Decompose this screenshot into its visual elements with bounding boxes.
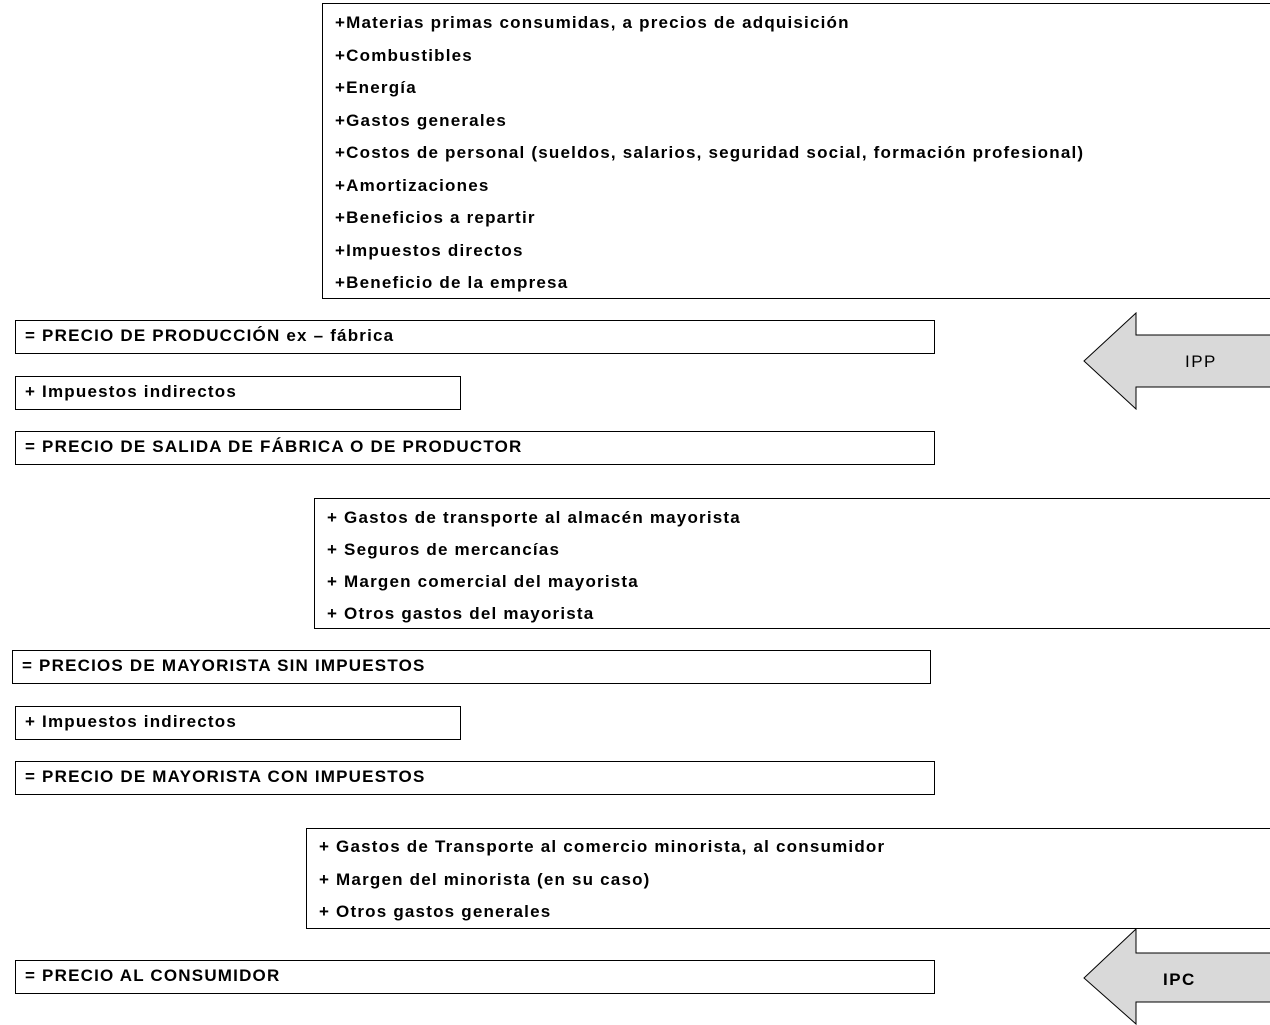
cost-item-company-profit: +Beneficio de la empresa — [335, 273, 569, 292]
cost-components-box — [322, 3, 1270, 299]
cost-item-raw-materials: +Materias primas consumidas, a precios de adquisición — [335, 13, 850, 32]
ipc-arrow-label: IPC — [1163, 970, 1196, 989]
precio-mayorista-sin-label: = PRECIOS DE MAYORISTA SIN IMPUESTOS — [22, 656, 426, 675]
wholesale-components-box — [314, 498, 1270, 629]
precio-mayorista-con-label: = PRECIO DE MAYORISTA CON IMPUESTOS — [25, 767, 426, 786]
cost-item-personnel: +Costos de personal (sueldos, salarios, seguridad social, formación profesional) — [335, 143, 1085, 162]
precio-salida-fabrica-row — [15, 431, 935, 465]
precio-produccion-row — [15, 320, 935, 354]
wholesale-item-transport: + Gastos de transporte al almacén mayorista — [327, 508, 741, 527]
retail-components-box — [306, 828, 1270, 929]
precio-mayorista-con-row — [15, 761, 935, 795]
wholesale-item-insurance: + Seguros de mercancías — [327, 540, 561, 559]
cost-item-amortizations: +Amortizaciones — [335, 176, 490, 195]
precio-produccion-label: = PRECIO DE PRODUCCIÓN ex – fábrica — [25, 326, 395, 345]
precio-consumidor-label: = PRECIO AL CONSUMIDOR — [25, 966, 281, 985]
impuestos-indirectos-label-2: + Impuestos indirectos — [25, 712, 238, 731]
precio-consumidor-row — [15, 960, 935, 994]
retail-item-transport: + Gastos de Transporte al comercio minorista, al consumidor — [319, 837, 886, 856]
wholesale-item-other-expenses: + Otros gastos del mayorista — [327, 604, 595, 623]
retail-item-margin: + Margen del minorista (en su caso) — [319, 870, 651, 889]
cost-item-direct-taxes: +Impuestos directos — [335, 241, 524, 260]
impuestos-indirectos-row-2 — [15, 706, 461, 740]
wholesale-item-margin: + Margen comercial del mayorista — [327, 572, 639, 591]
ipp-arrow-shape — [1084, 313, 1270, 409]
cost-item-fuels: +Combustibles — [335, 46, 473, 65]
impuestos-indirectos-row-1 — [15, 376, 461, 410]
impuestos-indirectos-label-1: + Impuestos indirectos — [25, 382, 238, 401]
cost-item-profits-to-distribute: +Beneficios a repartir — [335, 208, 536, 227]
ipp-arrow-label: IPP — [1185, 352, 1217, 371]
cost-item-general-expenses: +Gastos generales — [335, 111, 508, 130]
retail-item-other-expenses: + Otros gastos generales — [319, 902, 552, 921]
precio-mayorista-sin-row — [12, 650, 931, 684]
ipp-arrow-icon — [1083, 312, 1270, 410]
cost-item-energy: +Energía — [335, 78, 417, 97]
precio-salida-fabrica-label: = PRECIO DE SALIDA DE FÁBRICA O DE PRODUCTOR — [25, 437, 523, 456]
